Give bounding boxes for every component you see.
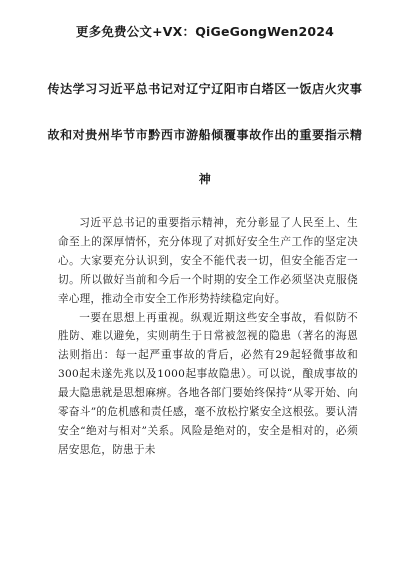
document-title-line-2: 故和对贵州毕节市黔西市游船倾覆事故作出的重要指示精 <box>47 128 363 142</box>
document-title-line-3: 神 <box>198 172 212 186</box>
body-paragraph: 习近平总书记的重要指示精神，充分彰显了人民至上、生命至上的深厚情怀，充分体现了对抓好安全生产工作的坚定决心。大家要充分认识到，安全不能代表一切，但安全能否定一切。所以做好当前和今后一个时期的安全工作必须坚决克服侥幸心理，推动全市安全工作形势持续稳定向好。 <box>58 217 358 305</box>
document-body <box>58 214 358 460</box>
body-paragraph: 一要在思想上再重视。纵观近期这些安全事故，看似防不胜防、难以避免，实则萌生于日常被忽视的隐患（著名的海恩法则指出：每一起严重事故的背后，必然有29起轻微事故和300起未遂先兆以及1000起事故隐患）。可以说，酿成事故的最大隐患就是思想麻痹。各地各部门要始终保持“从零开始、向零奋斗”的危机感和责任感，毫不放松拧紧安全这根弦。要认清安全“绝对与相对”关系。风险是绝对的，安全是相对的，必须居安思危，防患于未 <box>58 311 358 456</box>
promo-header: 更多免费公文+VX：QiGeGongWen2024 <box>75 24 335 39</box>
document-title-line-1: 传达学习习近平总书记对辽宁辽阳市白塔区一饭店火灾事 <box>47 82 363 96</box>
